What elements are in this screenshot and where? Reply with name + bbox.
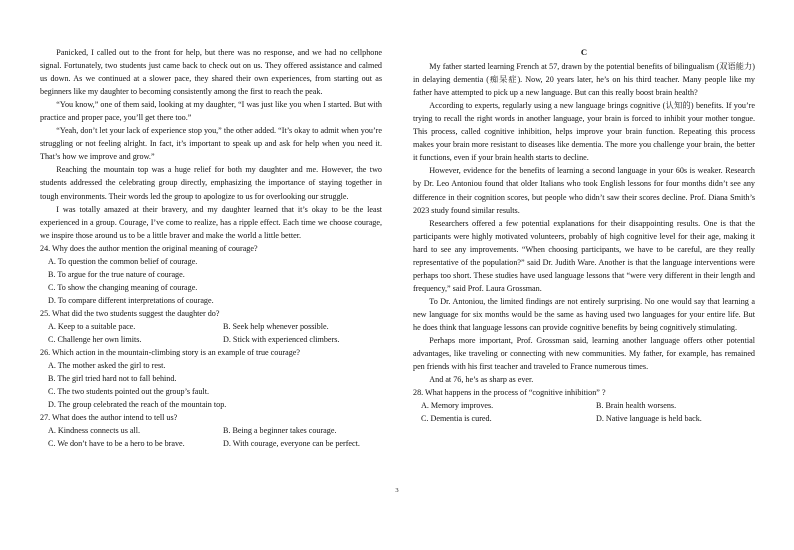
paragraph: My father started learning French at 57, drawn by the potential benefits of bilingualism (双语能力) in delaying dementia (痴呆症). Now, 20 years later, he’s on his third teacher. Many people like my father have attempted to pick up a new language. But can this really boost brain health? bbox=[413, 62, 755, 98]
answer-option: D. The group celebrated the reach of the mountain top. bbox=[48, 400, 227, 410]
question-25 bbox=[40, 307, 382, 346]
question-27 bbox=[40, 411, 382, 450]
paragraph: Reaching the mountain top was a huge relief for both my daughter and me. However, the two students addressed the celebrating group directly, emphasizing the importance of staying together in tough environments. Their words led the group to apologize to us for overlooking our struggle. bbox=[40, 165, 382, 201]
question-text: 25. What did the two students suggest the daughter do? bbox=[40, 308, 220, 318]
answer-option: A. To question the common belief of courage. bbox=[48, 256, 198, 266]
page-number: 3 bbox=[395, 487, 399, 494]
paragraph: I was totally amazed at their bravery, and my daughter learned that it’s okay to be the least experienced in a group. Courage, I’ve come to realize, has a ripple effect. Each time we choose courage, we inspire those around us to be a little braver and make the world a little better. bbox=[40, 204, 382, 240]
answer-option: A. Kindness connects us all. bbox=[48, 426, 141, 436]
option-row bbox=[40, 320, 382, 333]
paragraph: And at 76, he’s as sharp as ever. bbox=[429, 375, 534, 385]
right-column bbox=[413, 46, 755, 425]
paragraph: “Yeah, don’t let your lack of experience stop you,” the other added. “It’s okay to admit when you’re struggling or not feeling alright. In fact, it’s important to speak up and ask for help when you need it. That’s how we improve and grow.” bbox=[40, 126, 382, 162]
answer-option: B. Seek help whenever possible. bbox=[223, 321, 329, 331]
question-text: 24. Why does the author mention the original meaning of courage? bbox=[40, 243, 258, 253]
paragraph: Panicked, I called out to the front for help, but there was no response, and we had no cellphone signal. Fortunately, two students just came back to check out on us. They offered assistance and calmed us down. As we continued at a slower pace, they shared their own experiences, from starting out as beginners like my daughter to becoming consistently among the first to reach the peak. bbox=[40, 48, 382, 97]
left-column bbox=[40, 46, 382, 450]
answer-option: D. Stick with experienced climbers. bbox=[223, 335, 340, 345]
answer-option: C. The two students pointed out the group’s fault. bbox=[48, 387, 209, 397]
option-row bbox=[40, 424, 382, 437]
answer-option: C. Dementia is cured. bbox=[421, 414, 492, 424]
answer-option: B. To argue for the true nature of courage. bbox=[48, 269, 185, 279]
answer-option: B. The girl tried hard not to fall behind. bbox=[48, 374, 177, 384]
question-text: 26. Which action in the mountain-climbing story is an example of true courage? bbox=[40, 348, 300, 358]
paragraph: Researchers offered a few potential explanations for their disappointing results. One is that the participants were highly motivated volunteers, probably of high cognitive level for their age, making it hard to see any improvements. “When choosing participants, we have to be careful, are they really representative of the population?” said Dr. Judith Ware. Another is that the language interventions were perhaps too short. These studies have used language lessons that “were very different in their length and frequency,” said Prof. Laura Grossman. bbox=[413, 218, 755, 293]
option-row bbox=[40, 437, 382, 450]
question-text: 27. What does the author intend to tell us? bbox=[40, 413, 178, 423]
question-24 bbox=[40, 242, 382, 307]
answer-option: D. Native language is held back. bbox=[596, 414, 702, 424]
paragraph: However, evidence for the benefits of learning a second language in your 60s is weaker. Research by Dr. Leo Antoniou found that older Italians who took English lessons for four months didn’t see any difference in their cognition scores, but people who didn’t saw their scores decline. Prof. Diana Smith’s 2023 study found similar results. bbox=[413, 166, 755, 215]
answer-option: C. Challenge her own limits. bbox=[48, 335, 142, 345]
answer-option: D. With courage, everyone can be perfect. bbox=[223, 439, 360, 449]
question-26 bbox=[40, 346, 382, 411]
answer-option: A. Keep to a suitable pace. bbox=[48, 321, 136, 331]
option-row bbox=[413, 412, 755, 425]
option-row bbox=[40, 333, 382, 346]
answer-option: C. To show the changing meaning of courage. bbox=[48, 282, 198, 292]
answer-option: A. Memory improves. bbox=[421, 401, 494, 411]
answer-option: D. To compare different interpretations of courage. bbox=[48, 295, 214, 305]
answer-option: B. Brain health worsens. bbox=[596, 401, 677, 411]
answer-option: C. We don’t have to be a hero to be brave. bbox=[48, 439, 185, 449]
answer-option: A. The mother asked the girl to rest. bbox=[48, 361, 166, 371]
question-text: 28. What happens in the process of “cognitive inhibition” ? bbox=[413, 388, 606, 398]
paragraph: “You know,” one of them said, looking at my daughter, “I was just like you when I started. But with practice and proper pace, you’ll get there too.” bbox=[40, 100, 382, 123]
question-28 bbox=[413, 386, 755, 425]
paragraph: To Dr. Antoniou, the limited findings are not entirely surprising. No one would say that learning a new language for six months would be the same as having used two languages for your entire life. But he does think that language lessons can provide cognitive benefits by being cognitively stimulating. bbox=[413, 296, 755, 332]
answer-option: B. Being a beginner takes courage. bbox=[223, 426, 337, 436]
paragraph: Perhaps more important, Prof. Grossman said, learning another language offers other potential advantages, like traveling or connecting with new communities. My father, for example, has remained pen friends with his first teacher and traveled to France numerous times. bbox=[413, 336, 755, 372]
section-heading: C bbox=[580, 47, 588, 57]
paragraph: According to experts, regularly using a new language brings cognitive (认知的) benefits. If you’re trying to recall the right words in another language, your brain is forced to inhibit your mother tongue. This process, called cognitive inhibition, helps improve your brain function. Repeating this process makes your brain more resistant to diseases like dementia. The more you challenge your brain, the better it functions, even if your brain health starts to decline. bbox=[413, 101, 755, 163]
option-row bbox=[413, 399, 755, 412]
